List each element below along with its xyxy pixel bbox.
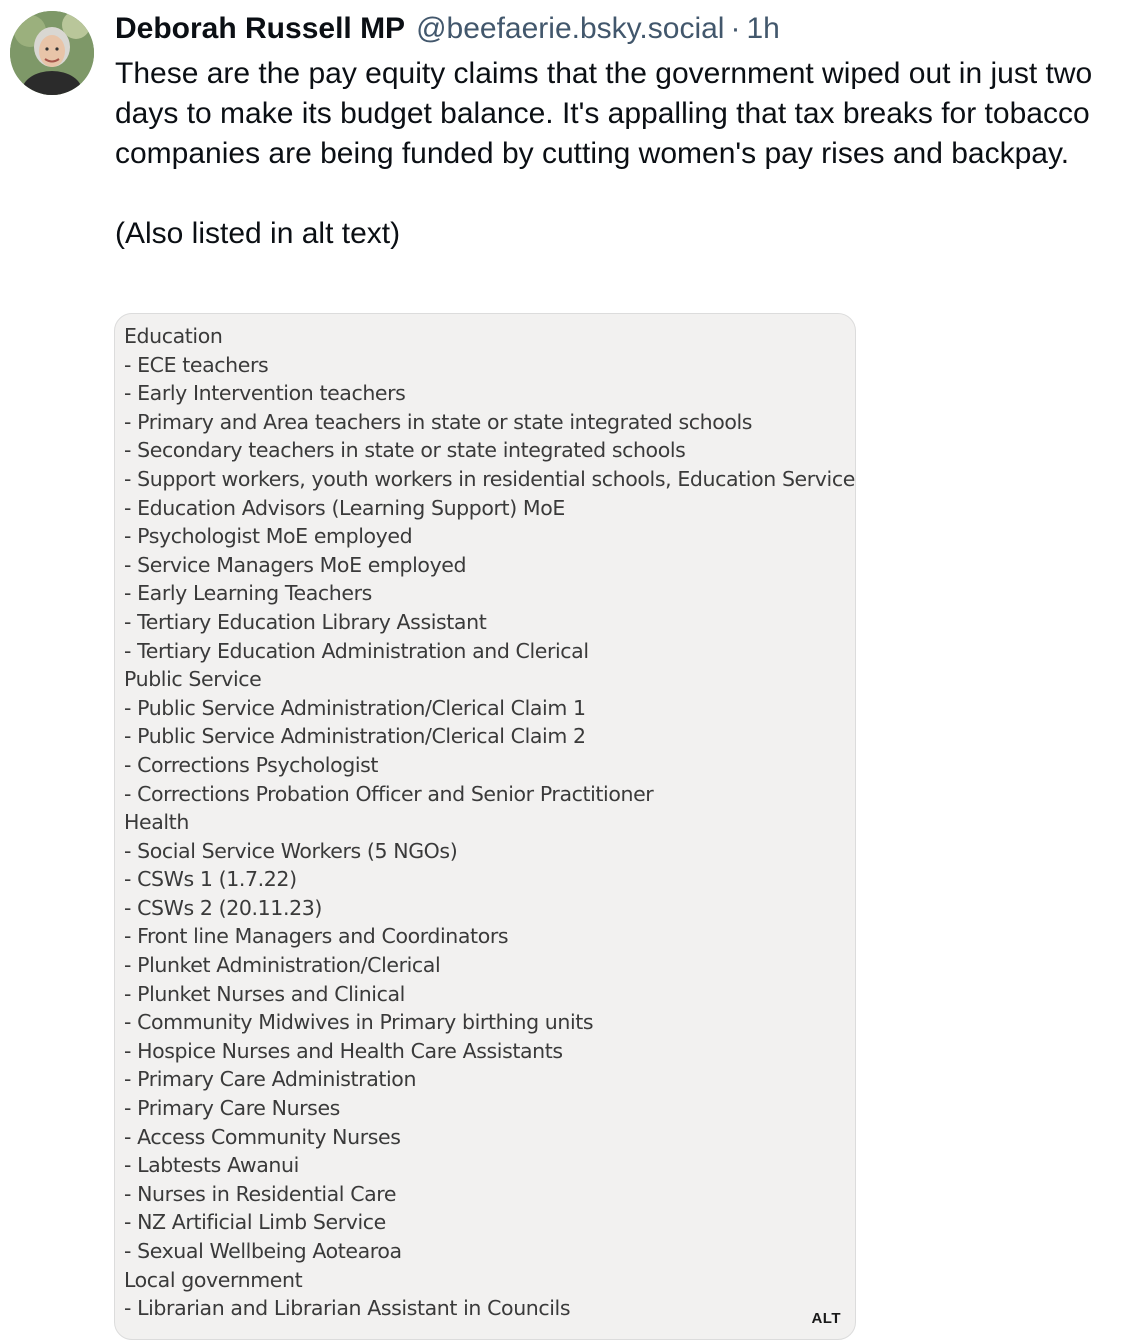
alt-text-badge[interactable]: ALT	[811, 1310, 841, 1327]
list-item: - Plunket Administration/Clerical	[124, 953, 441, 978]
list-item: - Social Service Workers (5 NGOs)	[124, 838, 458, 863]
list-item: - NZ Artificial Limb Service	[124, 1210, 386, 1235]
list-item: - Education Advisors (Learning Support) MoE	[124, 495, 565, 520]
post-header	[115, 10, 780, 50]
list-item: - Librarian and Librarian Assistant in Councils	[124, 1296, 571, 1321]
user-avatar-icon	[10, 11, 94, 95]
list-heading: Education	[124, 324, 223, 348]
list-item: - Tertiary Education Library Assistant	[124, 609, 487, 634]
list-item: - Primary Care Nurses	[124, 1096, 340, 1121]
list-item: - Hospice Nurses and Health Care Assistants	[124, 1038, 563, 1063]
list-item: - Plunket Nurses and Clinical	[124, 981, 405, 1006]
author-handle[interactable]: @beefaerie.bsky.social	[416, 12, 725, 45]
list-item: - Access Community Nurses	[124, 1124, 401, 1149]
list-item: - Support workers, youth workers in residential schools, Education Service	[124, 466, 855, 491]
list-item: - Psychologist MoE employed	[124, 524, 413, 549]
list-item: - Early Learning Teachers	[124, 581, 372, 606]
list-item: - Corrections Probation Officer and Senior Practitioner	[124, 781, 654, 806]
list-item: - Public Service Administration/Clerical Claim 2	[124, 724, 586, 749]
image-text-list	[124, 322, 855, 1323]
post-timestamp[interactable]: 1h	[746, 12, 780, 45]
list-item: - Labtests Awanui	[124, 1153, 299, 1178]
list-item: - Nurses in Residential Care	[124, 1181, 397, 1206]
list-item: - Early Intervention teachers	[124, 381, 406, 406]
author-name[interactable]: Deborah Russell MP	[115, 12, 406, 45]
list-item: - Public Service Administration/Clerical Claim 1	[124, 695, 586, 720]
list-item: - CSWs 2 (20.11.23)	[124, 895, 322, 920]
list-item: - Tertiary Education Administration and Clerical	[124, 638, 589, 663]
post-paragraph: These are the pay equity claims that the government wiped out in just two days to make its budget balance. It's appalling that tax breaks for tobacco companies are being funded by cutting women's pay rises and backpay.	[115, 57, 1093, 170]
post-body	[115, 54, 1135, 254]
post-paragraph-alt-note: (Also listed in alt text)	[115, 217, 401, 250]
list-heading: Public Service	[124, 667, 262, 692]
list-item: - Community Midwives in Primary birthing units	[124, 1010, 594, 1035]
list-item: - Service Managers MoE employed	[124, 552, 467, 577]
post-image[interactable]	[114, 313, 856, 1340]
list-item: - ECE teachers	[124, 352, 269, 377]
list-item: - CSWs 1 (1.7.22)	[124, 867, 297, 892]
avatar[interactable]	[10, 11, 94, 95]
list-item: - Primary Care Administration	[124, 1067, 417, 1092]
list-heading: Local government	[124, 1267, 303, 1292]
list-item: - Corrections Psychologist	[124, 752, 379, 777]
list-item: - Sexual Wellbeing Aotearoa	[124, 1239, 402, 1263]
separator-dot: ·	[730, 12, 741, 45]
list-item: - Front line Managers and Coordinators	[124, 924, 509, 949]
list-item: - Primary and Area teachers in state or state integrated schools	[124, 409, 753, 434]
list-item: - Secondary teachers in state or state integrated schools	[124, 438, 686, 463]
list-heading: Health	[124, 810, 189, 835]
